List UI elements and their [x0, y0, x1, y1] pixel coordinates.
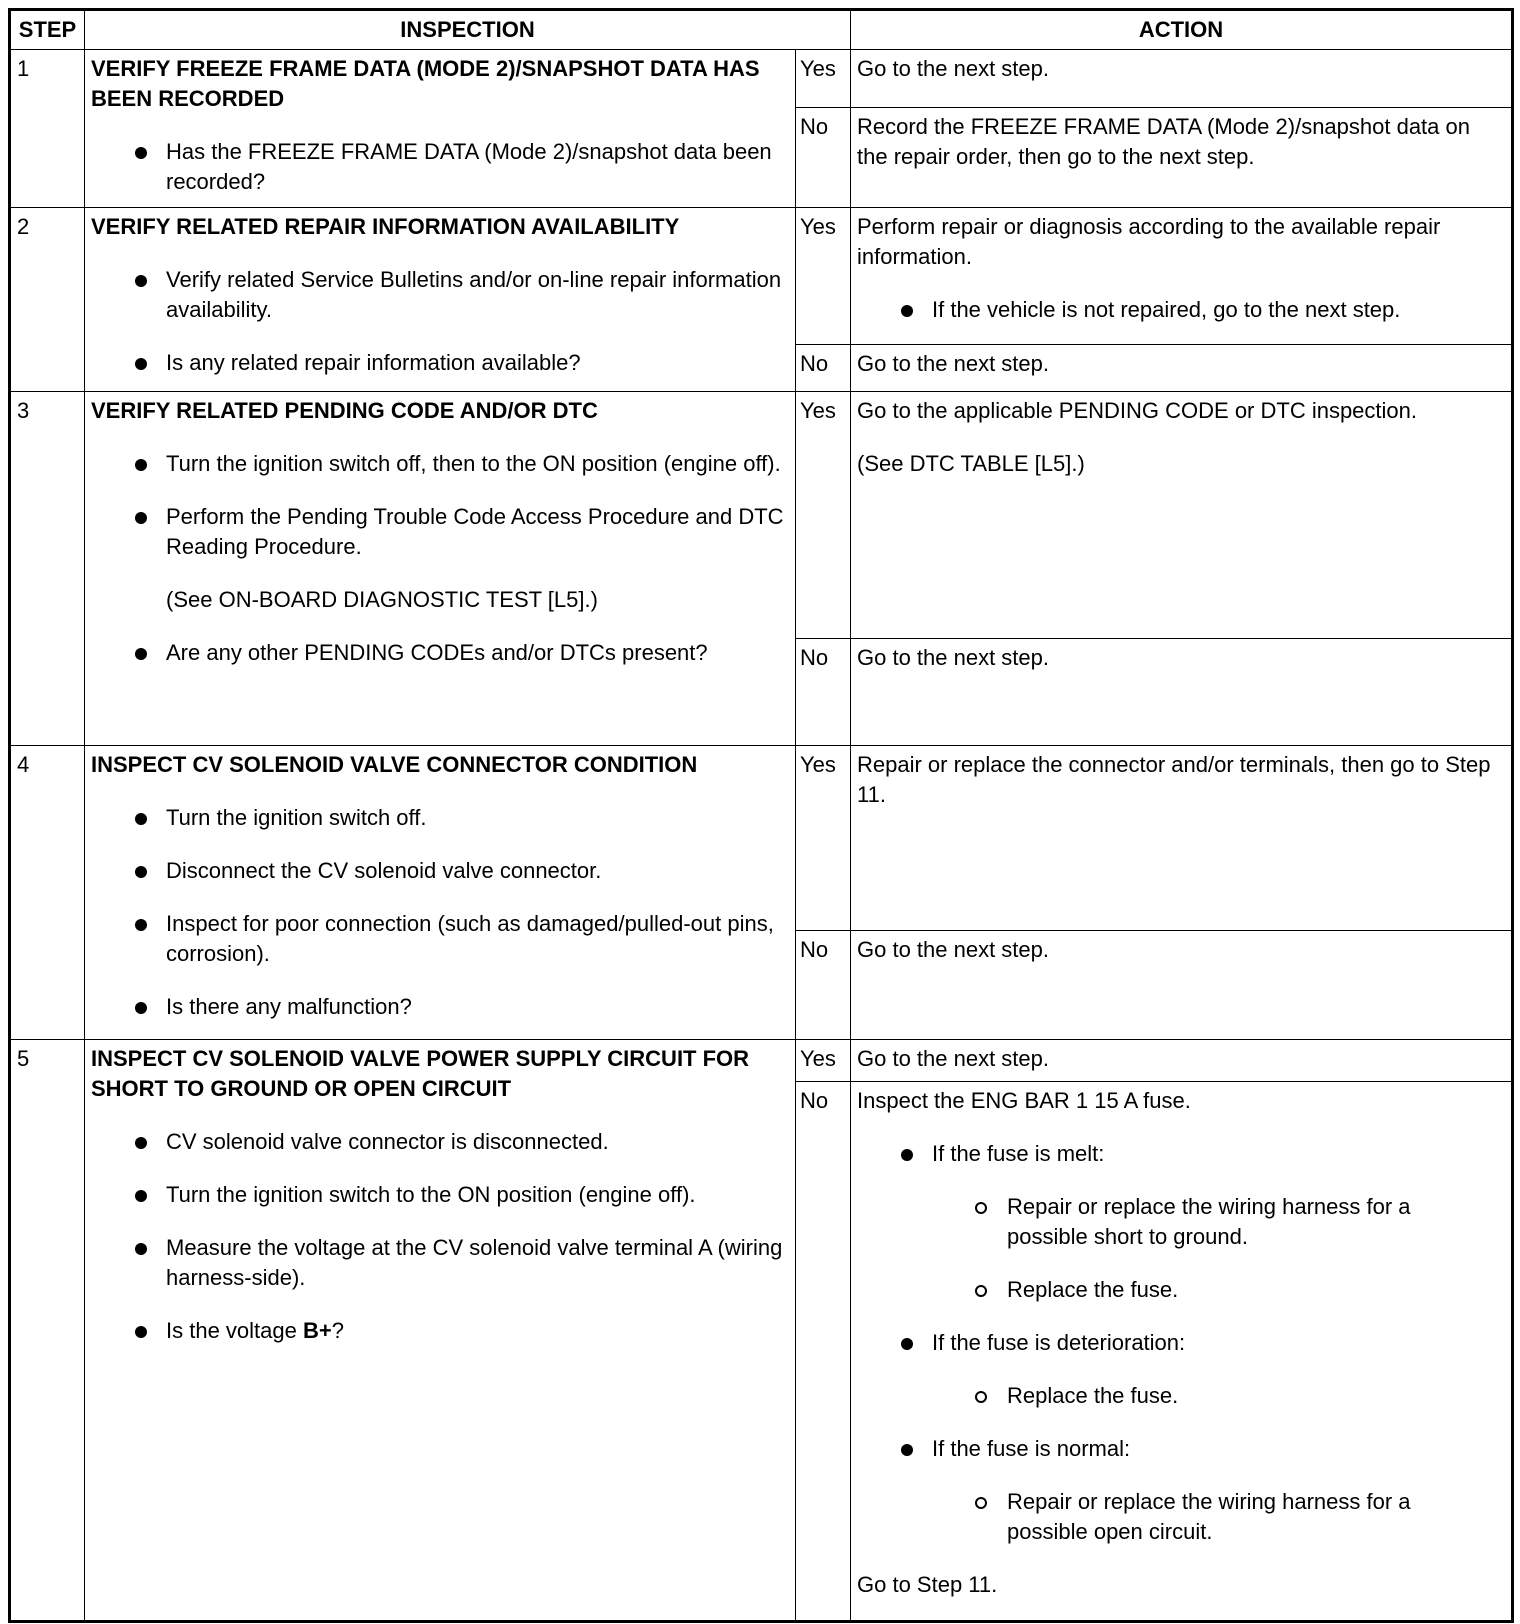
yes-label: Yes [796, 392, 851, 639]
item-text: Is the voltage [166, 1318, 303, 1343]
inspection-item: Turn the ignition switch to the ON position (engine off). [91, 1180, 789, 1210]
inspection-item: Turn the ignition switch off. [91, 803, 789, 833]
inspection-cell [85, 746, 796, 1040]
step-number: 1 [10, 50, 85, 208]
header-action: ACTION [851, 10, 1513, 50]
yes-label: Yes [796, 50, 851, 108]
table-header [10, 10, 1513, 50]
voltage-value: B+ [302, 1318, 332, 1343]
yes-action: Go to the next step. [851, 1040, 1513, 1082]
header-inspection: INSPECTION [85, 10, 851, 50]
inspection-item: Turn the ignition switch off, then to the ON position (engine off). [91, 449, 789, 479]
no-action: Go to the next step. [851, 931, 1513, 1040]
table-row [10, 746, 1513, 931]
step-number: 3 [10, 392, 85, 746]
step-title: INSPECT CV SOLENOID VALVE CONNECTOR CONDITION [91, 752, 698, 777]
no-label: No [796, 639, 851, 746]
table-row [10, 50, 1513, 108]
no-label: No [796, 345, 851, 392]
sub-action: Replace the fuse. [857, 1275, 1505, 1305]
yes-action [851, 392, 1513, 639]
inspection-item: Is any related repair information available? [91, 348, 789, 378]
inspection-cell [85, 1040, 796, 1622]
inspection-item: Disconnect the CV solenoid valve connector. [91, 856, 789, 886]
condition: If the fuse is melt: [857, 1139, 1505, 1169]
yes-action: Go to the next step. [851, 50, 1513, 108]
no-label: No [796, 108, 851, 208]
sub-action: Repair or replace the wiring harness for a possible open circuit. [857, 1487, 1505, 1547]
sub-action: Replace the fuse. [857, 1381, 1505, 1411]
step-title: VERIFY RELATED REPAIR INFORMATION AVAILABILITY [91, 214, 680, 239]
step-title: VERIFY FREEZE FRAME DATA (MODE 2)/SNAPSHOT DATA HAS BEEN RECORDED [91, 56, 760, 111]
final-action: Go to Step 11. [857, 1572, 998, 1597]
no-label: No [796, 931, 851, 1040]
inspection-item [91, 1316, 789, 1346]
table-row [10, 392, 1513, 639]
inspection-cell [85, 208, 796, 392]
no-label: No [796, 1082, 851, 1622]
condition: If the fuse is normal: [857, 1434, 1505, 1464]
inspection-item: Verify related Service Bulletins and/or on-line repair information availability. [91, 265, 789, 325]
table-row [10, 1040, 1513, 1082]
no-action: Go to the next step. [851, 639, 1513, 746]
yes-label: Yes [796, 746, 851, 931]
no-action [851, 1082, 1513, 1622]
yes-action [851, 208, 1513, 345]
inspection-item: Perform the Pending Trouble Code Access Procedure and DTC Reading Procedure. [91, 502, 789, 562]
step-number: 2 [10, 208, 85, 392]
header-step: STEP [10, 10, 85, 50]
sub-action: Repair or replace the wiring harness for a possible short to ground. [857, 1192, 1505, 1252]
diagnostic-procedure-table [8, 8, 1514, 1623]
inspection-cell [85, 50, 796, 208]
item-text: ? [331, 1318, 344, 1343]
inspection-item: Measure the voltage at the CV solenoid valve terminal A (wiring harness-side). [91, 1233, 789, 1293]
step-title: VERIFY RELATED PENDING CODE AND/OR DTC [91, 398, 598, 423]
step-title: INSPECT CV SOLENOID VALVE POWER SUPPLY CIRCUIT FOR SHORT TO GROUND OR OPEN CIRCUIT [91, 1046, 750, 1101]
inspection-note: (See ON-BOARD DIAGNOSTIC TEST [L5].) [166, 587, 598, 612]
inspection-item: Inspect for poor connection (such as damaged/pulled-out pins, corrosion). [91, 909, 789, 969]
table-row [10, 208, 1513, 345]
condition: If the fuse is deterioration: [857, 1328, 1505, 1358]
inspection-item: Has the FREEZE FRAME DATA (Mode 2)/snapshot data been recorded? [91, 137, 789, 197]
step-number: 5 [10, 1040, 85, 1622]
yes-action-text: Go to the applicable PENDING CODE or DTC inspection. [857, 398, 1418, 423]
inspection-item: Are any other PENDING CODEs and/or DTCs present? [91, 638, 789, 668]
step-number: 4 [10, 746, 85, 1040]
yes-action: Repair or replace the connector and/or terminals, then go to Step 11. [851, 746, 1513, 931]
yes-action-bullet: If the vehicle is not repaired, go to the next step. [857, 295, 1505, 325]
inspection-item: Is there any malfunction? [91, 992, 789, 1022]
yes-action-text: Perform repair or diagnosis according to the available repair information. [857, 214, 1441, 269]
yes-label: Yes [796, 208, 851, 345]
yes-label: Yes [796, 1040, 851, 1082]
no-action: Record the FREEZE FRAME DATA (Mode 2)/snapshot data on the repair order, then go to the next step. [851, 108, 1513, 208]
yes-action-note: (See DTC TABLE [L5].) [857, 451, 1085, 476]
no-action-text: Inspect the ENG BAR 1 15 A fuse. [857, 1088, 1191, 1113]
no-action: Go to the next step. [851, 345, 1513, 392]
inspection-cell [85, 392, 796, 746]
inspection-item: CV solenoid valve connector is disconnected. [91, 1127, 789, 1157]
